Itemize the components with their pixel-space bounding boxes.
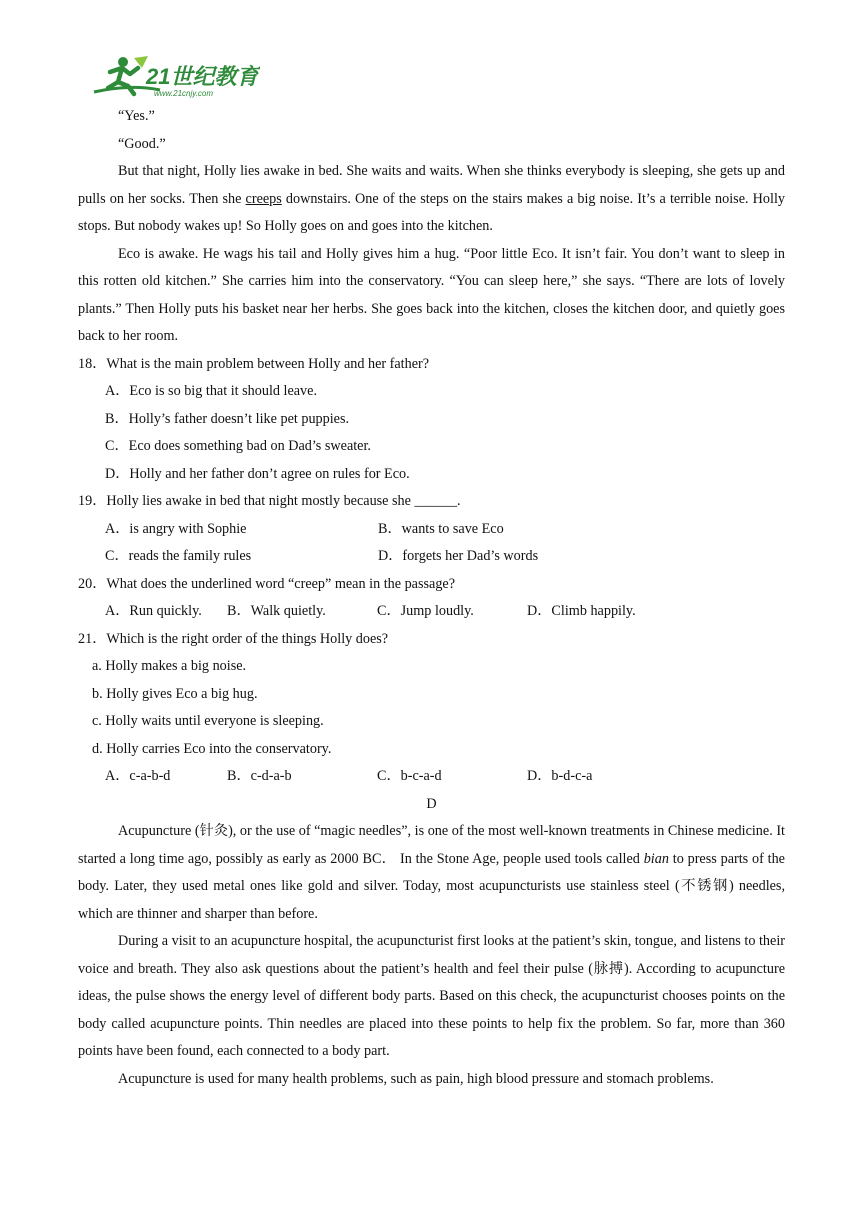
answer-option: D．b-d-c-a	[527, 768, 593, 784]
answer-option: C．b-c-a-d	[377, 768, 442, 784]
answer-option: A．is angry with Sophie	[105, 520, 247, 537]
runner-logo-icon	[90, 54, 260, 100]
sequence-item: c. Holly waits until everyone is sleeping.	[92, 713, 324, 729]
svg-text:www.21cnjy.com: www.21cnjy.com	[154, 89, 213, 98]
answer-option: C．reads the family rules	[105, 548, 252, 564]
answer-option: A．c-a-b-d	[105, 768, 171, 784]
paragraph: Acupuncture is used for many health problems, such as pain, high blood pressure and stomach problems.	[118, 1070, 714, 1087]
answer-option: B．Holly’s father doesn’t like pet puppies.	[105, 410, 350, 427]
answer-option: C．Eco does something bad on Dad’s sweater.	[105, 438, 371, 454]
document-body	[78, 103, 785, 1093]
answer-option: B．Walk quietly.	[227, 603, 326, 619]
question-stem: 20．What does the underlined word “creep” mean in the passage?	[78, 575, 456, 592]
option-row	[78, 763, 785, 791]
paragraph: During a visit to an acupuncture hospital, the acupuncturist first looks at the patient’s skin, tongue, and listens to their voice and breath. They also ask questions about the patient’s health and feel their pulse (脉搏). According to acupuncture ideas, the pulse shows the energy level of different body parts. Based on this check, the acupuncturist chooses points on the body called acupuncture points. Thin needles are placed into these points to help fix the problem. So far, more than 360 points have been found, each connected to a body part.	[78, 933, 785, 1059]
question-stem: 19．Holly lies awake in bed that night mostly because she ______.	[78, 493, 461, 509]
sequence-item: b. Holly gives Eco a big hug.	[92, 685, 258, 702]
option-row	[78, 598, 785, 626]
logo	[90, 54, 260, 100]
italic-term: bian	[643, 850, 669, 867]
question-stem: 18．What is the main problem between Holly and her father?	[78, 355, 430, 372]
question-stem: 21．Which is the right order of the things Holly does?	[78, 630, 389, 647]
sequence-item: a. Holly makes a big noise.	[92, 658, 247, 674]
paragraph: Acupuncture (针灸), or the use of “magic needles”, is one of the most well-known treatments in Chinese medicine. It started a long time ago, possibly as early as 2000 BC． In the Stone Age, people used tools called bian to press parts of the body. Later, they used metal ones like gold and silver. Today, most acupuncturists use stainless steel (不锈钢) needles, which are thinner and sharper than before.	[78, 823, 785, 922]
option-row	[78, 543, 785, 571]
underlined-word: creeps	[245, 190, 282, 207]
answer-option: D．Holly and her father don’t agree on rules for Eco.	[105, 465, 410, 482]
answer-option: D．Climb happily.	[527, 603, 636, 619]
option-row	[78, 516, 785, 544]
answer-option: B．wants to save Eco	[378, 520, 504, 537]
dialogue-line: “Yes.”	[118, 108, 155, 124]
section-heading: D	[426, 795, 437, 812]
answer-option: C．Jump loudly.	[377, 603, 474, 619]
paragraph: But that night, Holly lies awake in bed. She waits and waits. When she thinks everybody is sleeping, she gets up and pulls on her socks. Then she creeps downstairs. One of the steps on the stairs makes a big noise. It’s a terrible noise. Holly stops. But nobody wakes up! So Holly goes on and goes into the kitchen.	[78, 163, 785, 234]
paragraph: Eco is awake. He wags his tail and Holly gives him a hug. “Poor little Eco. It isn’t fair. You don’t want to sleep in this rotten old kitchen.” She carries him into the conservatory. “You can sleep here,” she says. “There are lots of lovely plants.” Then Holly puts his basket near her herbs. She goes back into the kitchen, closes the kitchen door, and quietly goes back to her room.	[78, 245, 785, 344]
answer-option: B．c-d-a-b	[227, 768, 292, 784]
answer-option: A．Eco is so big that it should leave.	[105, 383, 317, 399]
sequence-item: d. Holly carries Eco into the conservatory.	[92, 740, 332, 757]
answer-option: A．Run quickly.	[105, 603, 202, 619]
svg-text:21世纪教育: 21世纪教育	[146, 64, 259, 89]
dialogue-line: “Good.”	[118, 135, 166, 152]
answer-option: D．forgets her Dad’s words	[378, 548, 539, 564]
